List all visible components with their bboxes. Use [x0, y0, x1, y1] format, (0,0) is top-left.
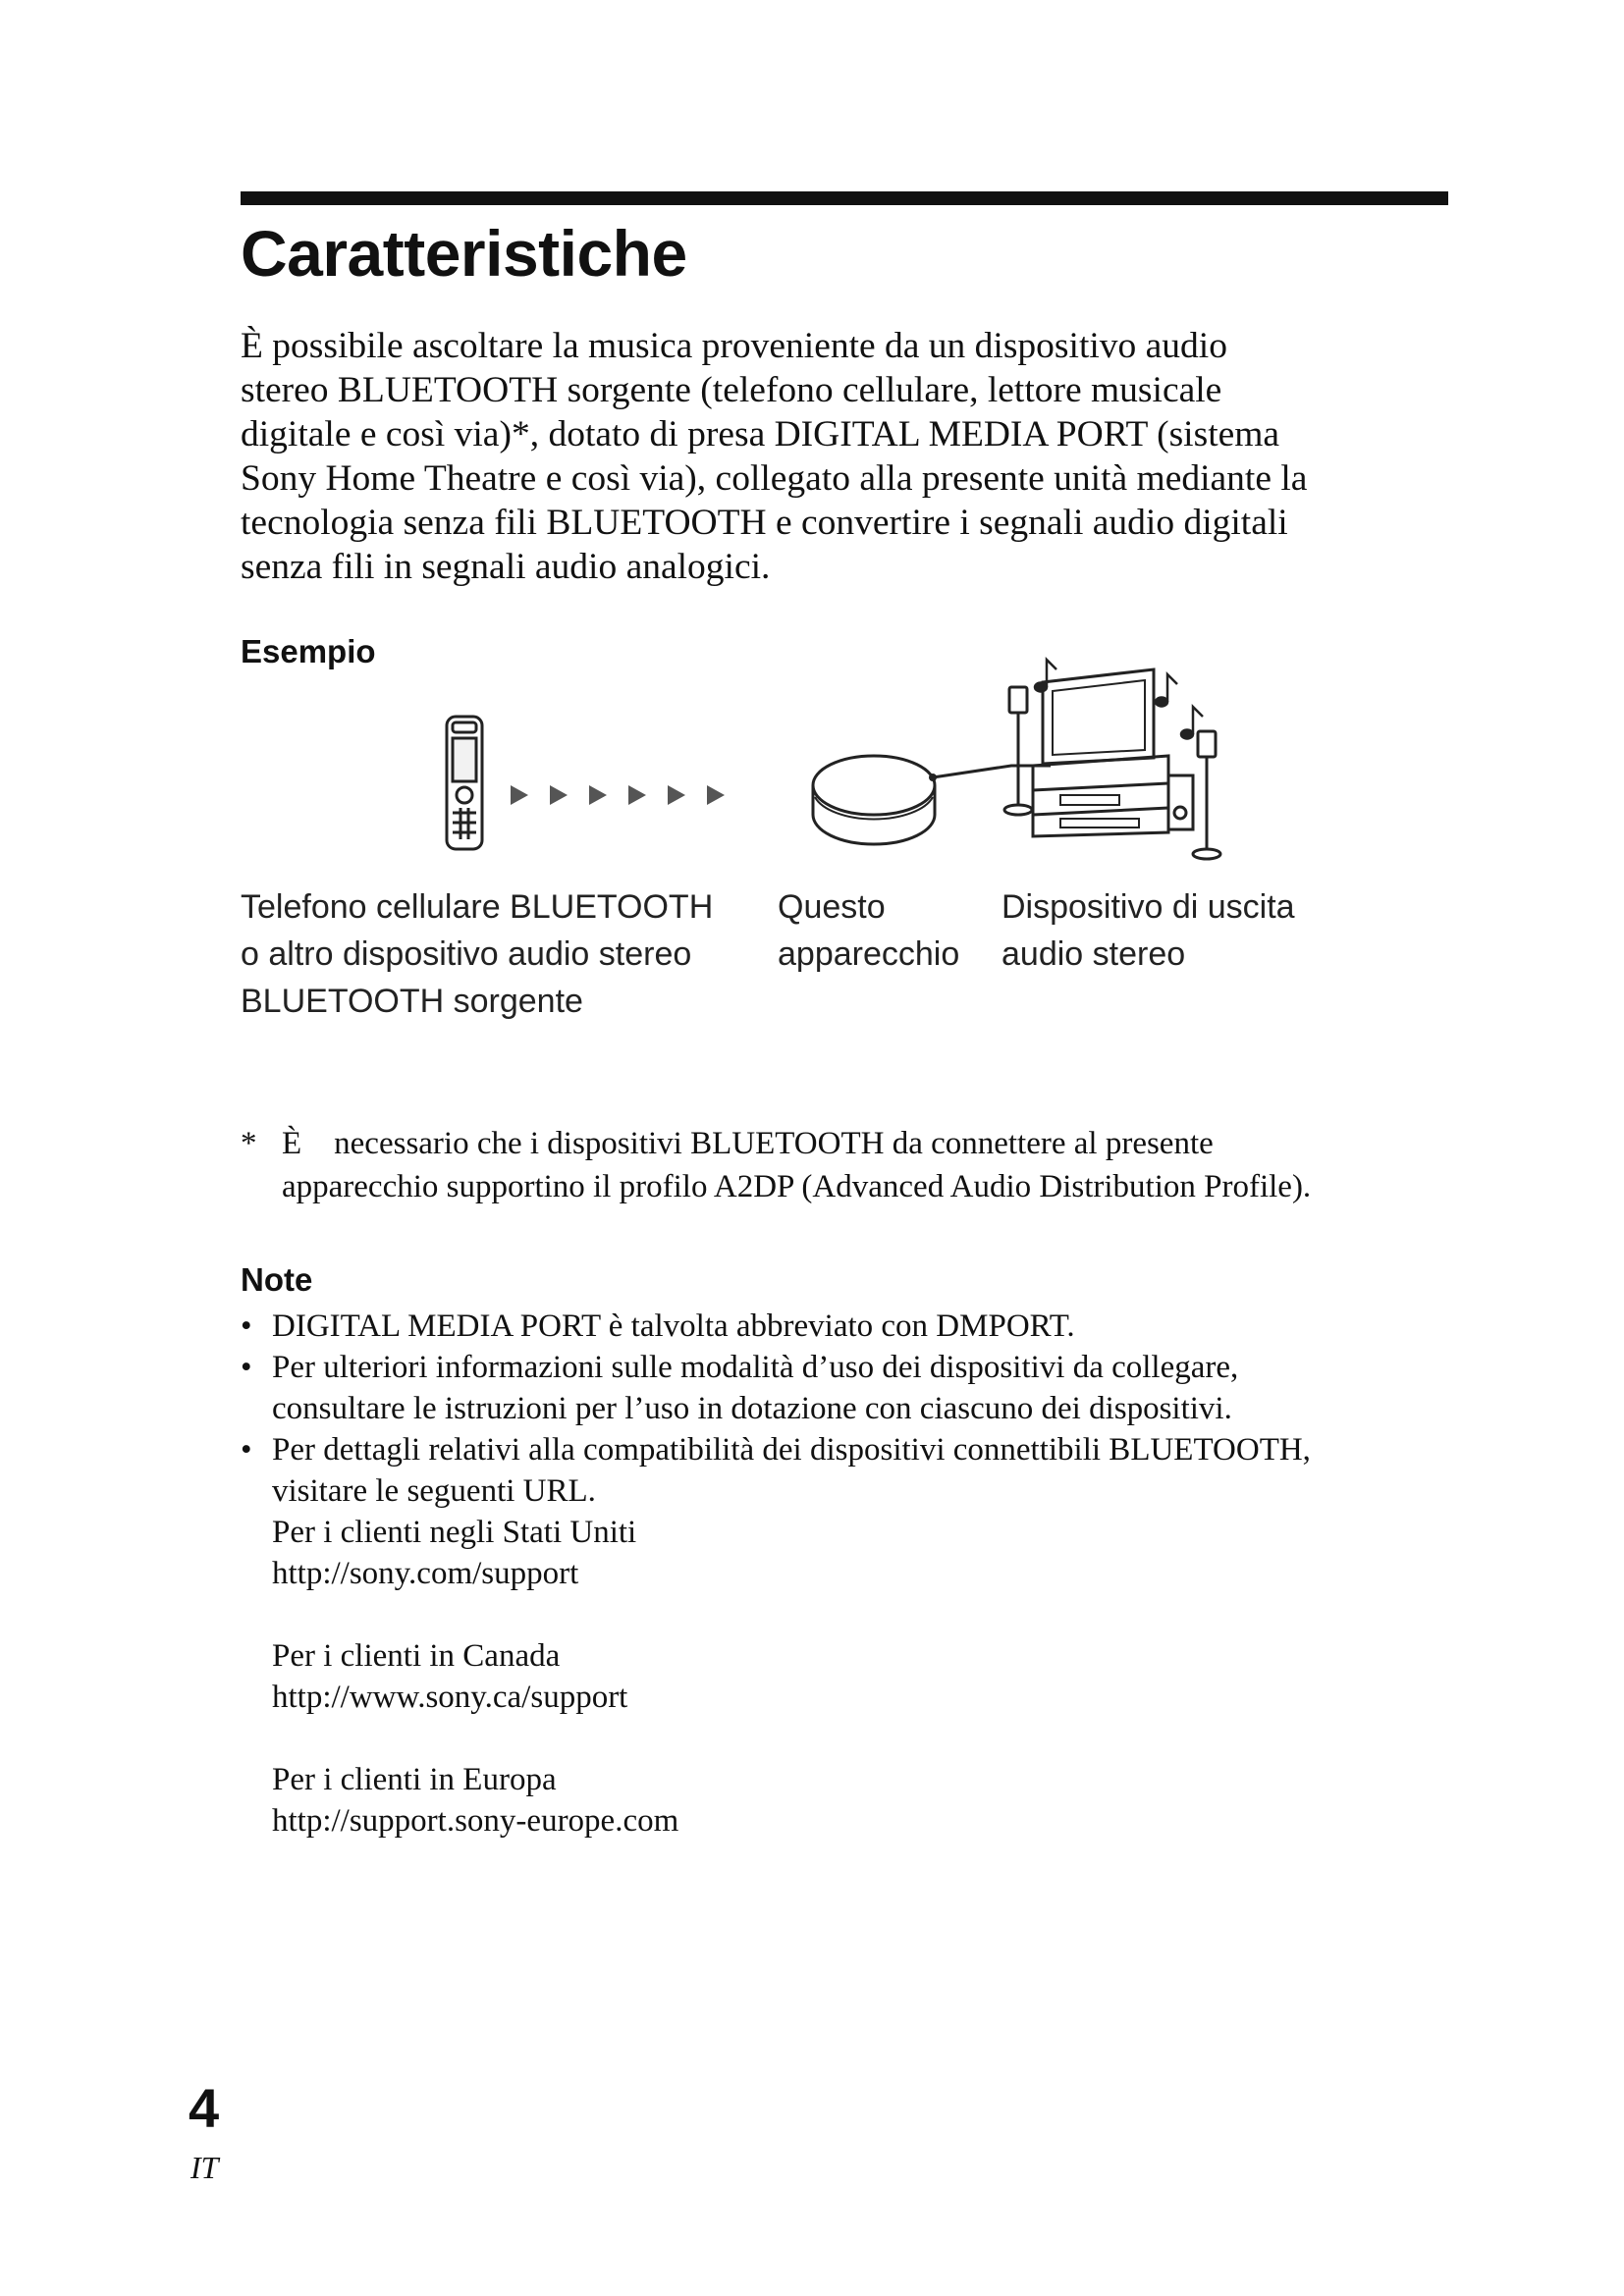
- spacer: [272, 1594, 1468, 1635]
- note-line: Per dettagli relativi alla compatibilità dei dispositivi connettibili BLUETOOTH,: [272, 1432, 1311, 1468]
- note-line: visitare le seguenti URL.: [272, 1473, 596, 1509]
- intro-line: digitale e così via)*, dotato di presa DIGITAL MEDIA PORT (sistema: [241, 414, 1280, 454]
- region-url-link[interactable]: http://sony.com/support: [272, 1556, 579, 1591]
- music-note-icon: [1035, 660, 1056, 692]
- notes-list: [241, 1306, 1468, 1842]
- footnote-text: [282, 1122, 1468, 1208]
- caption-this-unit: [778, 883, 959, 978]
- arrow-icon: [550, 785, 568, 805]
- bluetooth-adapter-icon: [813, 756, 935, 844]
- page-title: Caratteristiche: [241, 217, 687, 290]
- intro-line: stereo BLUETOOTH sorgente (telefono cellulare, lettore musicale: [241, 370, 1222, 410]
- footnote-line: È necessario che i dispositivi BLUETOOTH da connettere al presente: [282, 1126, 1214, 1161]
- speaker-icon: [1004, 687, 1032, 815]
- music-note-icon: [1181, 707, 1203, 739]
- note-line: consultare le istruzioni per l’uso in dotazione con ciascuno dei dispositivi.: [272, 1391, 1232, 1426]
- note-item: [241, 1429, 1468, 1842]
- intro-line: È possibile ascoltare la musica proveniente da un dispositivo audio: [241, 326, 1227, 366]
- footnote-line: apparecchio supportino il profilo A2DP (Advanced Audio Distribution Profile).: [282, 1169, 1312, 1204]
- intro-line: Sony Home Theatre e così via), collegato alla presente unità mediante la: [241, 458, 1308, 499]
- caption-line: Questo: [778, 888, 886, 926]
- page-language-code: IT: [190, 2150, 219, 2185]
- note-line: Per ulteriori informazioni sulle modalità d’uso dei dispositivi da collegare,: [272, 1350, 1239, 1385]
- region-url-link[interactable]: http://support.sony-europe.com: [272, 1803, 679, 1839]
- transmission-arrows: [511, 785, 725, 805]
- spacer: [272, 1718, 1468, 1759]
- caption-line: Telefono cellulare BLUETOOTH: [241, 888, 714, 926]
- caption-output-device: [1001, 883, 1295, 978]
- mobile-phone-icon: [447, 717, 482, 849]
- note-item: [241, 1347, 1468, 1429]
- music-note-icon: [1156, 674, 1177, 707]
- cable-plug: [929, 774, 937, 781]
- arrow-icon: [668, 785, 685, 805]
- note-line: DIGITAL MEDIA PORT è talvolta abbreviato con DMPORT.: [272, 1308, 1075, 1344]
- caption-line: o altro dispositivo audio stereo: [241, 935, 692, 973]
- caption-line: BLUETOOTH sorgente: [241, 983, 583, 1020]
- footnote: [241, 1122, 1468, 1208]
- notes-heading: Note: [241, 1261, 313, 1298]
- footnote-mark: *: [241, 1126, 257, 1161]
- bullet: •: [241, 1350, 252, 1385]
- intro-line: tecnologia senza fili BLUETOOTH e convertire i segnali audio digitali: [241, 503, 1288, 543]
- caption-line: audio stereo: [1001, 935, 1186, 973]
- speaker-icon: [1193, 731, 1220, 859]
- connection-diagram: [422, 648, 1267, 888]
- tv-icon: [1043, 669, 1154, 764]
- arrow-icon: [511, 785, 528, 805]
- caption-line: apparecchio: [778, 935, 960, 973]
- caption-source-device: [241, 883, 713, 1025]
- bullet: •: [241, 1308, 252, 1344]
- bullet: •: [241, 1432, 252, 1468]
- arrow-icon: [707, 785, 725, 805]
- page-number: 4: [189, 2077, 220, 2139]
- caption-line: Dispositivo di uscita: [1001, 888, 1295, 926]
- example-heading: Esempio: [241, 633, 376, 669]
- arrow-icon: [589, 785, 607, 805]
- arrow-icon: [628, 785, 646, 805]
- av-rack-icon: [1033, 756, 1193, 836]
- region-label: Per i clienti negli Stati Uniti: [272, 1515, 637, 1550]
- header-rule: [241, 191, 1448, 205]
- intro-paragraph: [241, 324, 1458, 589]
- intro-line: senza fili in segnali audio analogici.: [241, 547, 771, 587]
- region-label: Per i clienti in Canada: [272, 1638, 561, 1674]
- note-item: [241, 1306, 1468, 1347]
- region-label: Per i clienti in Europa: [272, 1762, 557, 1797]
- region-url-link[interactable]: http://www.sony.ca/support: [272, 1680, 628, 1715]
